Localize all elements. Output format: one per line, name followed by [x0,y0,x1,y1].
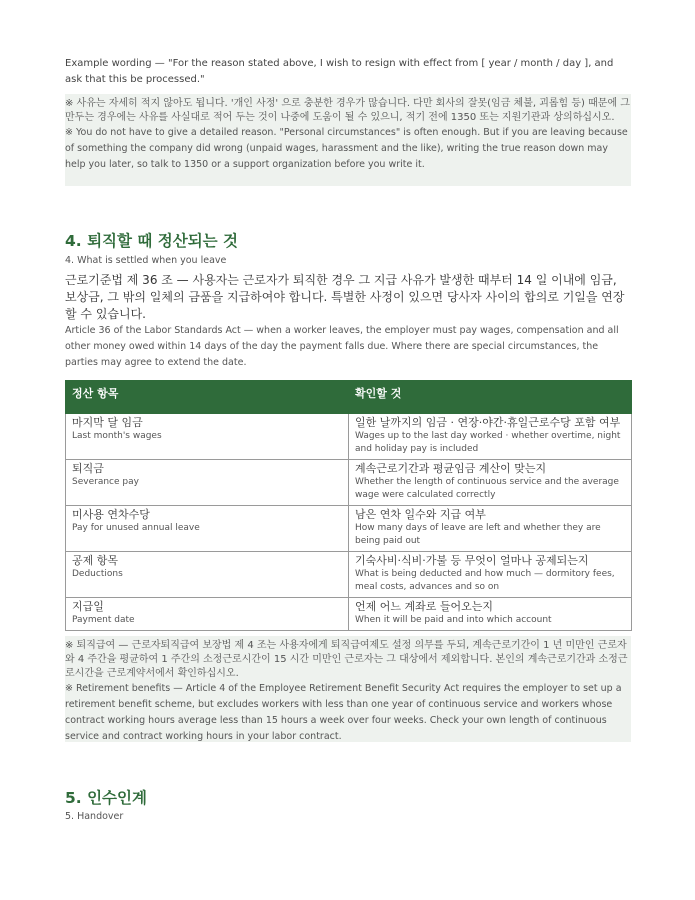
table-cell-check [349,460,632,506]
check-ko: 언제 어느 계좌로 들어오는지 [355,600,494,613]
table-row [66,552,632,598]
check-en: Wages up to the last day worked · whether overtime, night and holiday pay is included [355,431,621,454]
check-ko: 계속근로기간과 평균임금 계산이 맞는지 [355,462,547,475]
example-wording: Example wording — "For the reason stated above, I wish to resign with effect from [ year / month / day ], and ask that this be processed." [65,58,614,85]
item-ko: 미사용 연차수당 [72,508,150,521]
header-what-to-check: 확인할 것 [349,381,632,414]
note-reason [65,94,631,186]
check-ko: 기숙사비·식비·가불 등 무엇이 얼마나 공제되는지 [355,554,589,567]
item-ko: 마지막 달 임금 [72,416,143,429]
note-retirement-ko: ※ 퇴직급여 — 근로자퇴직급여 보장법 제 4 조는 사용자에게 퇴직급여제도 설정 의무를 두되, 계속근로기간이 1 년 미만인 근로자와 4 주간을 평균하여 1 주간의 소정근로시간이 15 시간 미만인 근로자는 그 대상에서 제외합니다. 본인의 계속근로기간과 소정근로시간을 근로계약서에서 확인하십시오. [65,640,628,679]
table-cell-check [349,552,632,598]
section-4-title: 4. 퇴직할 때 정산되는 것 [65,232,239,250]
section-4-body-en: Article 36 of the Labor Standards Act — when a worker leaves, the employer must pay wages, compensation and all other money owed within 14 days of the day the payment falls due. Where there are special circumstances, the parties may agree to extend the date. [65,325,619,368]
table-cell-item [66,460,349,506]
note-reason-ko: ※ 사유는 자세히 적지 않아도 됩니다. '개인 사정' 으로 충분한 경우가 많습니다. 다만 회사의 잘못(임금 체불, 괴롭힘 등) 때문에 그만두는 경우에는 사유를 사실대로 적어 두는 것이 나중에 도움이 될 수 있으니, 적기 전에 1350 또는 지원기관과 상의하십시오. [65,98,630,123]
table-cell-item [66,506,349,552]
note-retirement-en: ※ Retirement benefits — Article 4 of the Employee Retirement Benefit Security Act requires the employer to set up a retirement benefit scheme, but excludes workers with less than one year of continuous service and workers whose contract working hours average less than 15 hours a week over four weeks. Check your own length of continuous service and contract working hours in your labor contract. [65,683,622,742]
section-5-title: 5. 인수인계 [65,789,147,807]
header-settlement-item: 정산 항목 [66,381,349,414]
table-cell-item [66,598,349,631]
check-en: Whether the length of continuous service and the average wage were calculated correctly [355,477,619,500]
table-row [66,414,632,460]
item-ko: 퇴직금 [72,462,104,475]
section-4-body-ko: 근로기준법 제 36 조 — 사용자는 근로자가 퇴직한 경우 그 지급 사유가 발생한 때부터 14 일 이내에 임금, 보상금, 그 밖의 일체의 금품을 지급하여야 합니다. 특별한 사정이 있으면 당사자 사이의 합의로 기일을 연장할 수 있습니다. [65,273,625,321]
table-row [66,598,632,631]
item-en: Pay for unused annual leave [72,523,200,533]
check-en: What is being deducted and how much — dormitory fees, meal costs, advances and so on [355,569,615,592]
item-ko: 지급일 [72,600,104,613]
table-cell-item [66,552,349,598]
section-4-subtitle: 4. What is settled when you leave [65,255,227,266]
table-cell-check [349,506,632,552]
table-cell-check [349,414,632,460]
settlement-table [65,380,632,631]
check-ko: 남은 연차 일수와 지급 여부 [355,508,486,521]
check-en: When it will be paid and into which account [355,615,552,625]
table-row [66,506,632,552]
item-ko: 공제 항목 [72,554,119,567]
section-5-subtitle: 5. Handover [65,811,124,822]
table-cell-item [66,414,349,460]
check-en: How many days of leave are left and whether they are being paid out [355,523,601,546]
table-header-row [66,381,632,414]
note-retirement-benefits [65,636,631,742]
item-en: Last month's wages [72,431,162,441]
item-en: Deductions [72,569,123,579]
item-en: Severance pay [72,477,139,487]
check-ko: 일한 날까지의 임금 · 연장·야간·휴일근로수당 포함 여부 [355,416,621,429]
table-cell-check [349,598,632,631]
note-reason-en: ※ You do not have to give a detailed reason. "Personal circumstances" is often enough. But if you are leaving because of something the company did wrong (unpaid wages, harassment and the like), writing the true reason down may help you later, so talk to 1350 or a support organization before you write it. [65,127,628,170]
item-en: Payment date [72,615,135,625]
table-row [66,460,632,506]
